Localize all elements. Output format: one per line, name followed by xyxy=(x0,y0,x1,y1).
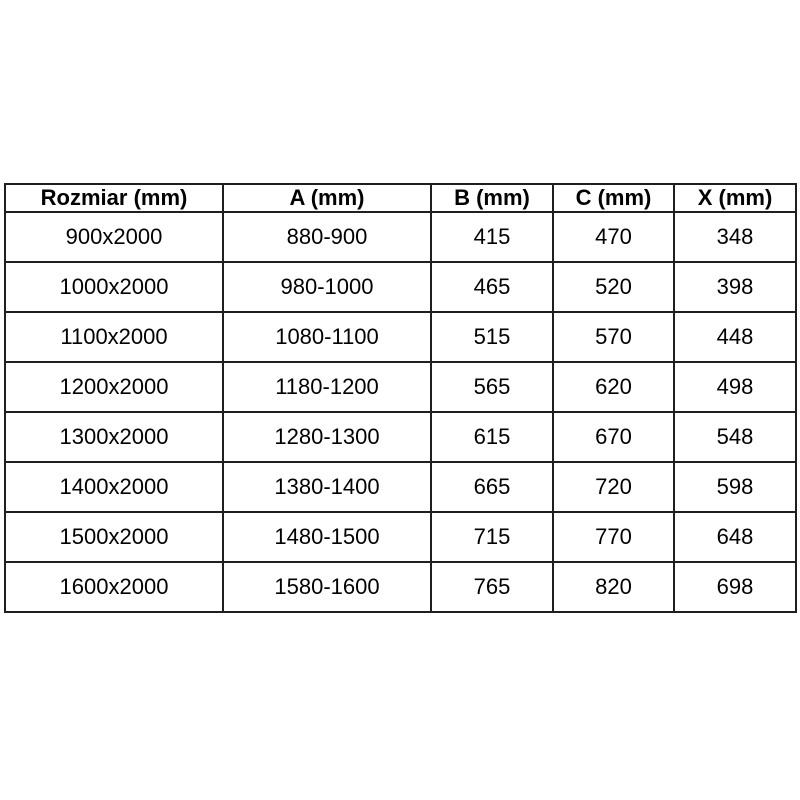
cell-a: 1280-1300 xyxy=(223,412,431,462)
table-row xyxy=(5,562,796,612)
cell-b: 765 xyxy=(431,562,553,612)
cell-b: 665 xyxy=(431,462,553,512)
cell-b: 565 xyxy=(431,362,553,412)
cell-x: 598 xyxy=(674,462,796,512)
cell-rozmiar: 900x2000 xyxy=(5,212,223,262)
cell-x: 648 xyxy=(674,512,796,562)
cell-c: 470 xyxy=(553,212,674,262)
cell-rozmiar: 1300x2000 xyxy=(5,412,223,462)
cell-b: 415 xyxy=(431,212,553,262)
cell-c: 620 xyxy=(553,362,674,412)
cell-c: 720 xyxy=(553,462,674,512)
table-row xyxy=(5,462,796,512)
cell-c: 770 xyxy=(553,512,674,562)
cell-c: 670 xyxy=(553,412,674,462)
table-row xyxy=(5,212,796,262)
cell-b: 515 xyxy=(431,312,553,362)
cell-x: 348 xyxy=(674,212,796,262)
cell-a: 1080-1100 xyxy=(223,312,431,362)
cell-b: 615 xyxy=(431,412,553,462)
table-row xyxy=(5,262,796,312)
cell-rozmiar: 1100x2000 xyxy=(5,312,223,362)
cell-x: 498 xyxy=(674,362,796,412)
column-header-rozmiar: Rozmiar (mm) xyxy=(5,184,223,212)
cell-x: 548 xyxy=(674,412,796,462)
table-row xyxy=(5,512,796,562)
column-header-a: A (mm) xyxy=(223,184,431,212)
cell-rozmiar: 1200x2000 xyxy=(5,362,223,412)
column-header-b: B (mm) xyxy=(431,184,553,212)
cell-rozmiar: 1400x2000 xyxy=(5,462,223,512)
cell-a: 1580-1600 xyxy=(223,562,431,612)
cell-x: 398 xyxy=(674,262,796,312)
table-row xyxy=(5,312,796,362)
cell-b: 715 xyxy=(431,512,553,562)
cell-a: 880-900 xyxy=(223,212,431,262)
cell-a: 980-1000 xyxy=(223,262,431,312)
cell-a: 1480-1500 xyxy=(223,512,431,562)
column-header-x: X (mm) xyxy=(674,184,796,212)
cell-x: 448 xyxy=(674,312,796,362)
size-spec-table xyxy=(4,183,797,613)
table-row xyxy=(5,412,796,462)
cell-b: 465 xyxy=(431,262,553,312)
table-row xyxy=(5,362,796,412)
cell-x: 698 xyxy=(674,562,796,612)
column-header-c: C (mm) xyxy=(553,184,674,212)
cell-rozmiar: 1600x2000 xyxy=(5,562,223,612)
cell-c: 520 xyxy=(553,262,674,312)
cell-rozmiar: 1000x2000 xyxy=(5,262,223,312)
cell-a: 1380-1400 xyxy=(223,462,431,512)
cell-c: 820 xyxy=(553,562,674,612)
header-row xyxy=(5,184,796,212)
cell-rozmiar: 1500x2000 xyxy=(5,512,223,562)
cell-a: 1180-1200 xyxy=(223,362,431,412)
cell-c: 570 xyxy=(553,312,674,362)
